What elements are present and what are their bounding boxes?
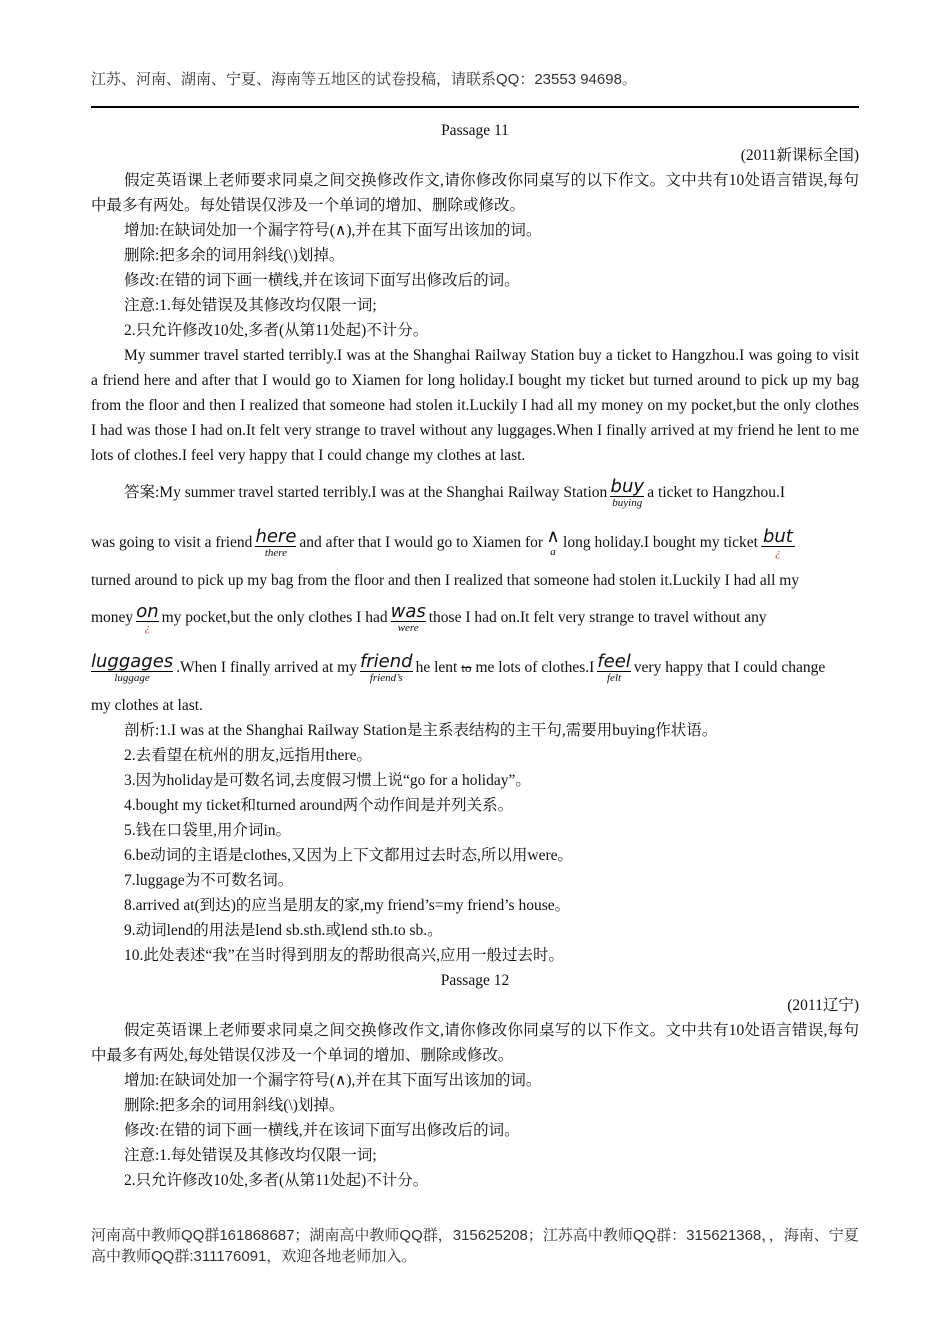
instruction-delete: 删除:把多余的词用斜线(\)划掉。: [124, 1097, 345, 1114]
analysis-item: 4.bought my ticket和turned around两个动作间是并列关系。: [124, 797, 514, 814]
answer-text: was going to visit a friend: [91, 534, 253, 551]
passage-11-source: (2011新课标全国): [740, 147, 859, 164]
answer-text: money: [91, 609, 134, 626]
answer-line-1: [91, 468, 859, 518]
instruction-delete: 删除:把多余的词用斜线(\)划掉。: [124, 247, 345, 264]
header-rule: [91, 106, 859, 108]
passage-12-source: (2011辽宁): [787, 997, 859, 1014]
corrected-word: ¿: [761, 546, 795, 559]
answer-line-4: [91, 593, 859, 643]
answer-text: me lots of clothes.I: [475, 659, 595, 676]
original-word: here: [255, 525, 297, 547]
original-word: was: [390, 600, 426, 622]
corrected-word: luggage: [91, 671, 173, 684]
original-word: friend: [359, 650, 413, 672]
inserted-word: a: [550, 546, 556, 559]
analysis-item: 3.因为holiday是可数名词,去度假习惯上说“go for a holiday”。: [124, 772, 531, 789]
main-content: [91, 118, 859, 1193]
answer-text: very happy that I could change: [633, 659, 826, 676]
original-word: but: [762, 525, 793, 547]
answer-text: a ticket to Hangzhou.I: [647, 484, 785, 501]
analysis-item: 6.be动词的主语是clothes,又因为上下文都用过去时态,所以用were。: [124, 847, 574, 864]
page-footer: 河南高中教师QQ群161868687；湖南高中教师QQ群，315625208；江苏高中教师QQ群：315621368，，海南、宁夏高中教师QQ群:311176091，欢迎各地老师加入。: [91, 1227, 859, 1265]
instruction-note-1: 注意:1.每处错误及其修改均仅限一词;: [124, 297, 377, 314]
correction-buy: [610, 475, 645, 509]
answer-text: and after that I would go to Xiamen for: [299, 534, 544, 551]
analysis-item: 9.动词lend的用法是lend sb.sth.或lend sth.to sb.。: [124, 922, 443, 939]
answer-block: [91, 468, 859, 718]
corrected-word: friend’s: [360, 671, 413, 684]
correction-here: [255, 525, 297, 559]
answer-line-5: [91, 643, 859, 693]
analysis-item: 2.去看望在杭州的朋友,远指用there。: [124, 747, 372, 764]
answer-line-6: my clothes at last.: [91, 697, 203, 714]
answer-line-3: turned around to pick up my bag from the floor and then I realized that someone had stolen it.Luckily I had all my: [91, 572, 800, 589]
analysis-item: 8.arrived at(到达)的应当是朋友的家,my friend’s=my friend’s house。: [124, 897, 571, 914]
instruction-note-2: 2.只允许修改10处,多者(从第11处起)不计分。: [124, 1172, 429, 1189]
passage-12-title: Passage 12: [440, 972, 510, 989]
instruction-modify: 修改:在错的词下画一横线,并在该词下面写出修改后的词。: [124, 272, 520, 289]
correction-but: [761, 525, 795, 559]
answer-text: my pocket,but the only clothes I had: [161, 609, 388, 626]
corrected-word: there: [255, 546, 296, 559]
analysis-item: 5.钱在口袋里,用介词in。: [124, 822, 292, 839]
passage-11-text: My summer travel started terribly.I was at the Shanghai Railway Station buy a ticket to Hangzhou.I was going to visit a friend here and after that I would go to Xiamen for long holiday.I bought my ticket but turned around to pick up my bag from the floor and then I realized that someone had stolen it.Luckily I had all my money on my pocket,but the only clothes I had was those I had on.It felt very strange to travel without any luggages.When I finally arrived at my friend he lent to me lots of clothes.I feel very happy that I could change my clothes at last.: [91, 347, 859, 464]
corrected-word: buying: [610, 496, 644, 509]
passage-11-title: Passage 11: [441, 122, 509, 139]
page-header: 江苏、河南、湖南、宁夏、海南等五地区的试卷投稿，请联系QQ：23553 94698。: [91, 71, 637, 88]
original-word: buy: [610, 475, 645, 497]
instruction-note-2: 2.只允许修改10处,多者(从第11处起)不计分。: [124, 322, 429, 339]
corrected-word: ¿: [136, 621, 158, 634]
instruction-modify: 修改:在错的词下画一横线,并在该词下面写出修改后的词。: [124, 1122, 520, 1139]
corrected-word: felt: [597, 671, 631, 684]
correction-feel: [597, 650, 631, 684]
corrected-word: were: [391, 621, 426, 634]
caret-icon: ∧: [546, 526, 560, 548]
answer-text: long holiday.I bought my ticket: [563, 534, 758, 551]
deleted-word: to: [461, 660, 472, 675]
answer-line-2: [91, 518, 859, 568]
correction-on: [136, 600, 159, 634]
correction-luggages: [91, 650, 174, 684]
instruction-note-1: 注意:1.每处错误及其修改均仅限一词;: [124, 1147, 377, 1164]
answer-text: those I had on.It felt very strange to travel without any: [428, 609, 767, 626]
answer-text: .When I finally arrived at my: [176, 659, 357, 676]
correction-friend: [359, 650, 413, 684]
analysis-item: 10.此处表述“我”在当时得到朋友的帮助很高兴,应用一般过去时。: [124, 947, 565, 964]
answer-text: 答案:My summer travel started terribly.I was at the Shanghai Railway Station: [124, 484, 608, 501]
answer-text: he lent: [415, 659, 458, 676]
correction-insert-a: [546, 528, 560, 558]
analysis-item: 7.luggage为不可数名词。: [124, 872, 294, 889]
original-word: luggages: [91, 650, 174, 672]
original-word: on: [136, 600, 159, 622]
original-word: feel: [597, 650, 631, 672]
analysis-item: 剖析:1.I was at the Shanghai Railway Station是主系表结构的主干句,需要用buying作状语。: [124, 722, 718, 739]
instruction-intro: 假定英语课上老师要求同桌之间交换修改作文,请你修改你同桌写的以下作文。文中共有10处语言错误,每句中最多有两处。每处错误仅涉及一个单词的增加、删除或修改。: [91, 172, 859, 214]
instruction-intro: 假定英语课上老师要求同桌之间交换修改作文,请你修改你同桌写的以下作文。文中共有10处语言错误,每句中最多有两处,每处错误仅涉及一个单词的增加、删除或修改。: [91, 1022, 859, 1064]
instruction-add: 增加:在缺词处加一个漏字符号(∧),并在其下面写出该加的词。: [124, 222, 542, 239]
instruction-add: 增加:在缺词处加一个漏字符号(∧),并在其下面写出该加的词。: [124, 1072, 542, 1089]
correction-was: [390, 600, 426, 634]
